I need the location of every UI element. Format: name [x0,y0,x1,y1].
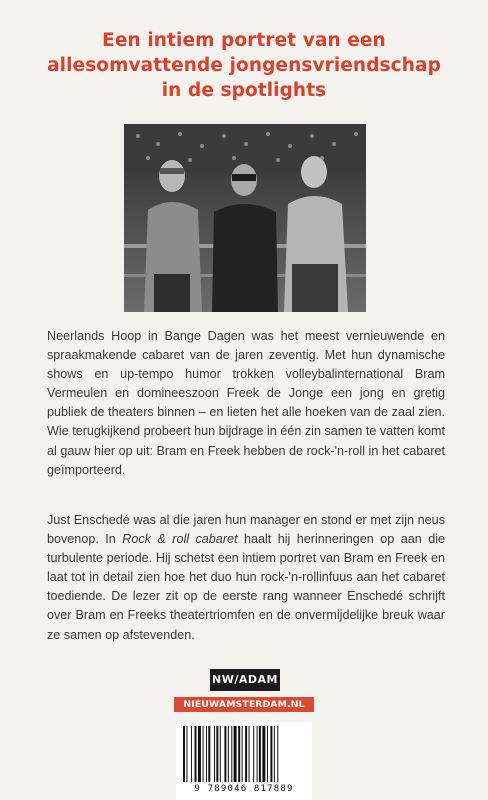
barcode-bar [195,726,197,782]
tagline-line-1: Een intiem portret van een [102,30,386,51]
barcode-bar [253,726,254,782]
tagline-line-3: in de spotlights [161,80,327,101]
barcode-bar [203,726,204,782]
barcode-bar [228,726,229,782]
photo-illustration-icon [124,124,366,312]
description-paragraph-1: Neerlands Hoop in Bange Dagen was het meest vernieuwende en spraakmakende cabaret van de jaren zeventig. Met hun dynamische shows en up-tempo humor trokken volleybalinternational Bram Vermeulen en domineeszoon Freek de Jonge een jong en gretig publiek de theaters binnen – en lieten het alle hoeken van de zaal zien. Wie terugkijkend probeert hun bijdrage in één zin samen te vatten komt al gauw hier op uit: Bram en Freek hebben de rock-'n-roll in het cabaret geïmporteerd. [47,329,445,477]
barcode-bar [238,726,240,782]
barcode-bar [249,726,250,782]
barcode-bar [242,726,243,782]
paragraph-2-part-2: haalt hij herinneringen op aan die turbulente periode. Hij schetst een intiem portret van Bram en Freek en laat tot in detail zien hoe het duo hun rock-'n-rollinfuus aan het cabaret toediende. De lezer zit op de eerste rang wanneer Enschedé schrijft over Bram en Freeks theatertriomfen en de onvermijdelijke breuk waar ze samen op afstevenden. [47,532,446,642]
isbn-barcode [176,722,312,800]
isbn-number: 9 789046 817889 [194,784,294,794]
barcode-bar [206,726,207,782]
barcode-bar [257,726,258,782]
description-paragraph-2 [47,511,445,645]
tagline [40,28,448,103]
author-photo [124,124,366,312]
publisher-url[interactable]: NIEUWAMSTERDAM.NL [174,697,314,712]
tagline-line-2: allesomvattende jongensvriendschap [47,55,441,76]
barcode-bar [208,726,210,782]
barcode-bar [186,726,187,782]
barcode-bar [183,726,185,782]
barcode-bar [259,726,261,782]
barcode-bar [270,726,272,782]
barcode-bars-icon [183,726,305,782]
barcode-bar [267,726,268,782]
barcode-bar [262,726,265,782]
barcode-bar [220,726,221,782]
book-title: Rock & roll cabaret [122,532,238,547]
barcode-bar [216,726,218,782]
paragraph-2-part-1: Just Enschedé was al die jaren hun manager en stond er met zijn neus bovenop. In [47,513,445,547]
barcode-bar [198,726,201,782]
barcode-bar [274,726,275,782]
barcode-bar [234,726,237,782]
barcode-bar [245,726,247,782]
barcode-bar [191,726,192,782]
barcode-bar [277,726,278,782]
publisher-logo: NW/ADAM [210,669,280,691]
barcode-bar [214,726,215,782]
barcode-bar [231,726,232,782]
barcode-bar [224,726,226,782]
